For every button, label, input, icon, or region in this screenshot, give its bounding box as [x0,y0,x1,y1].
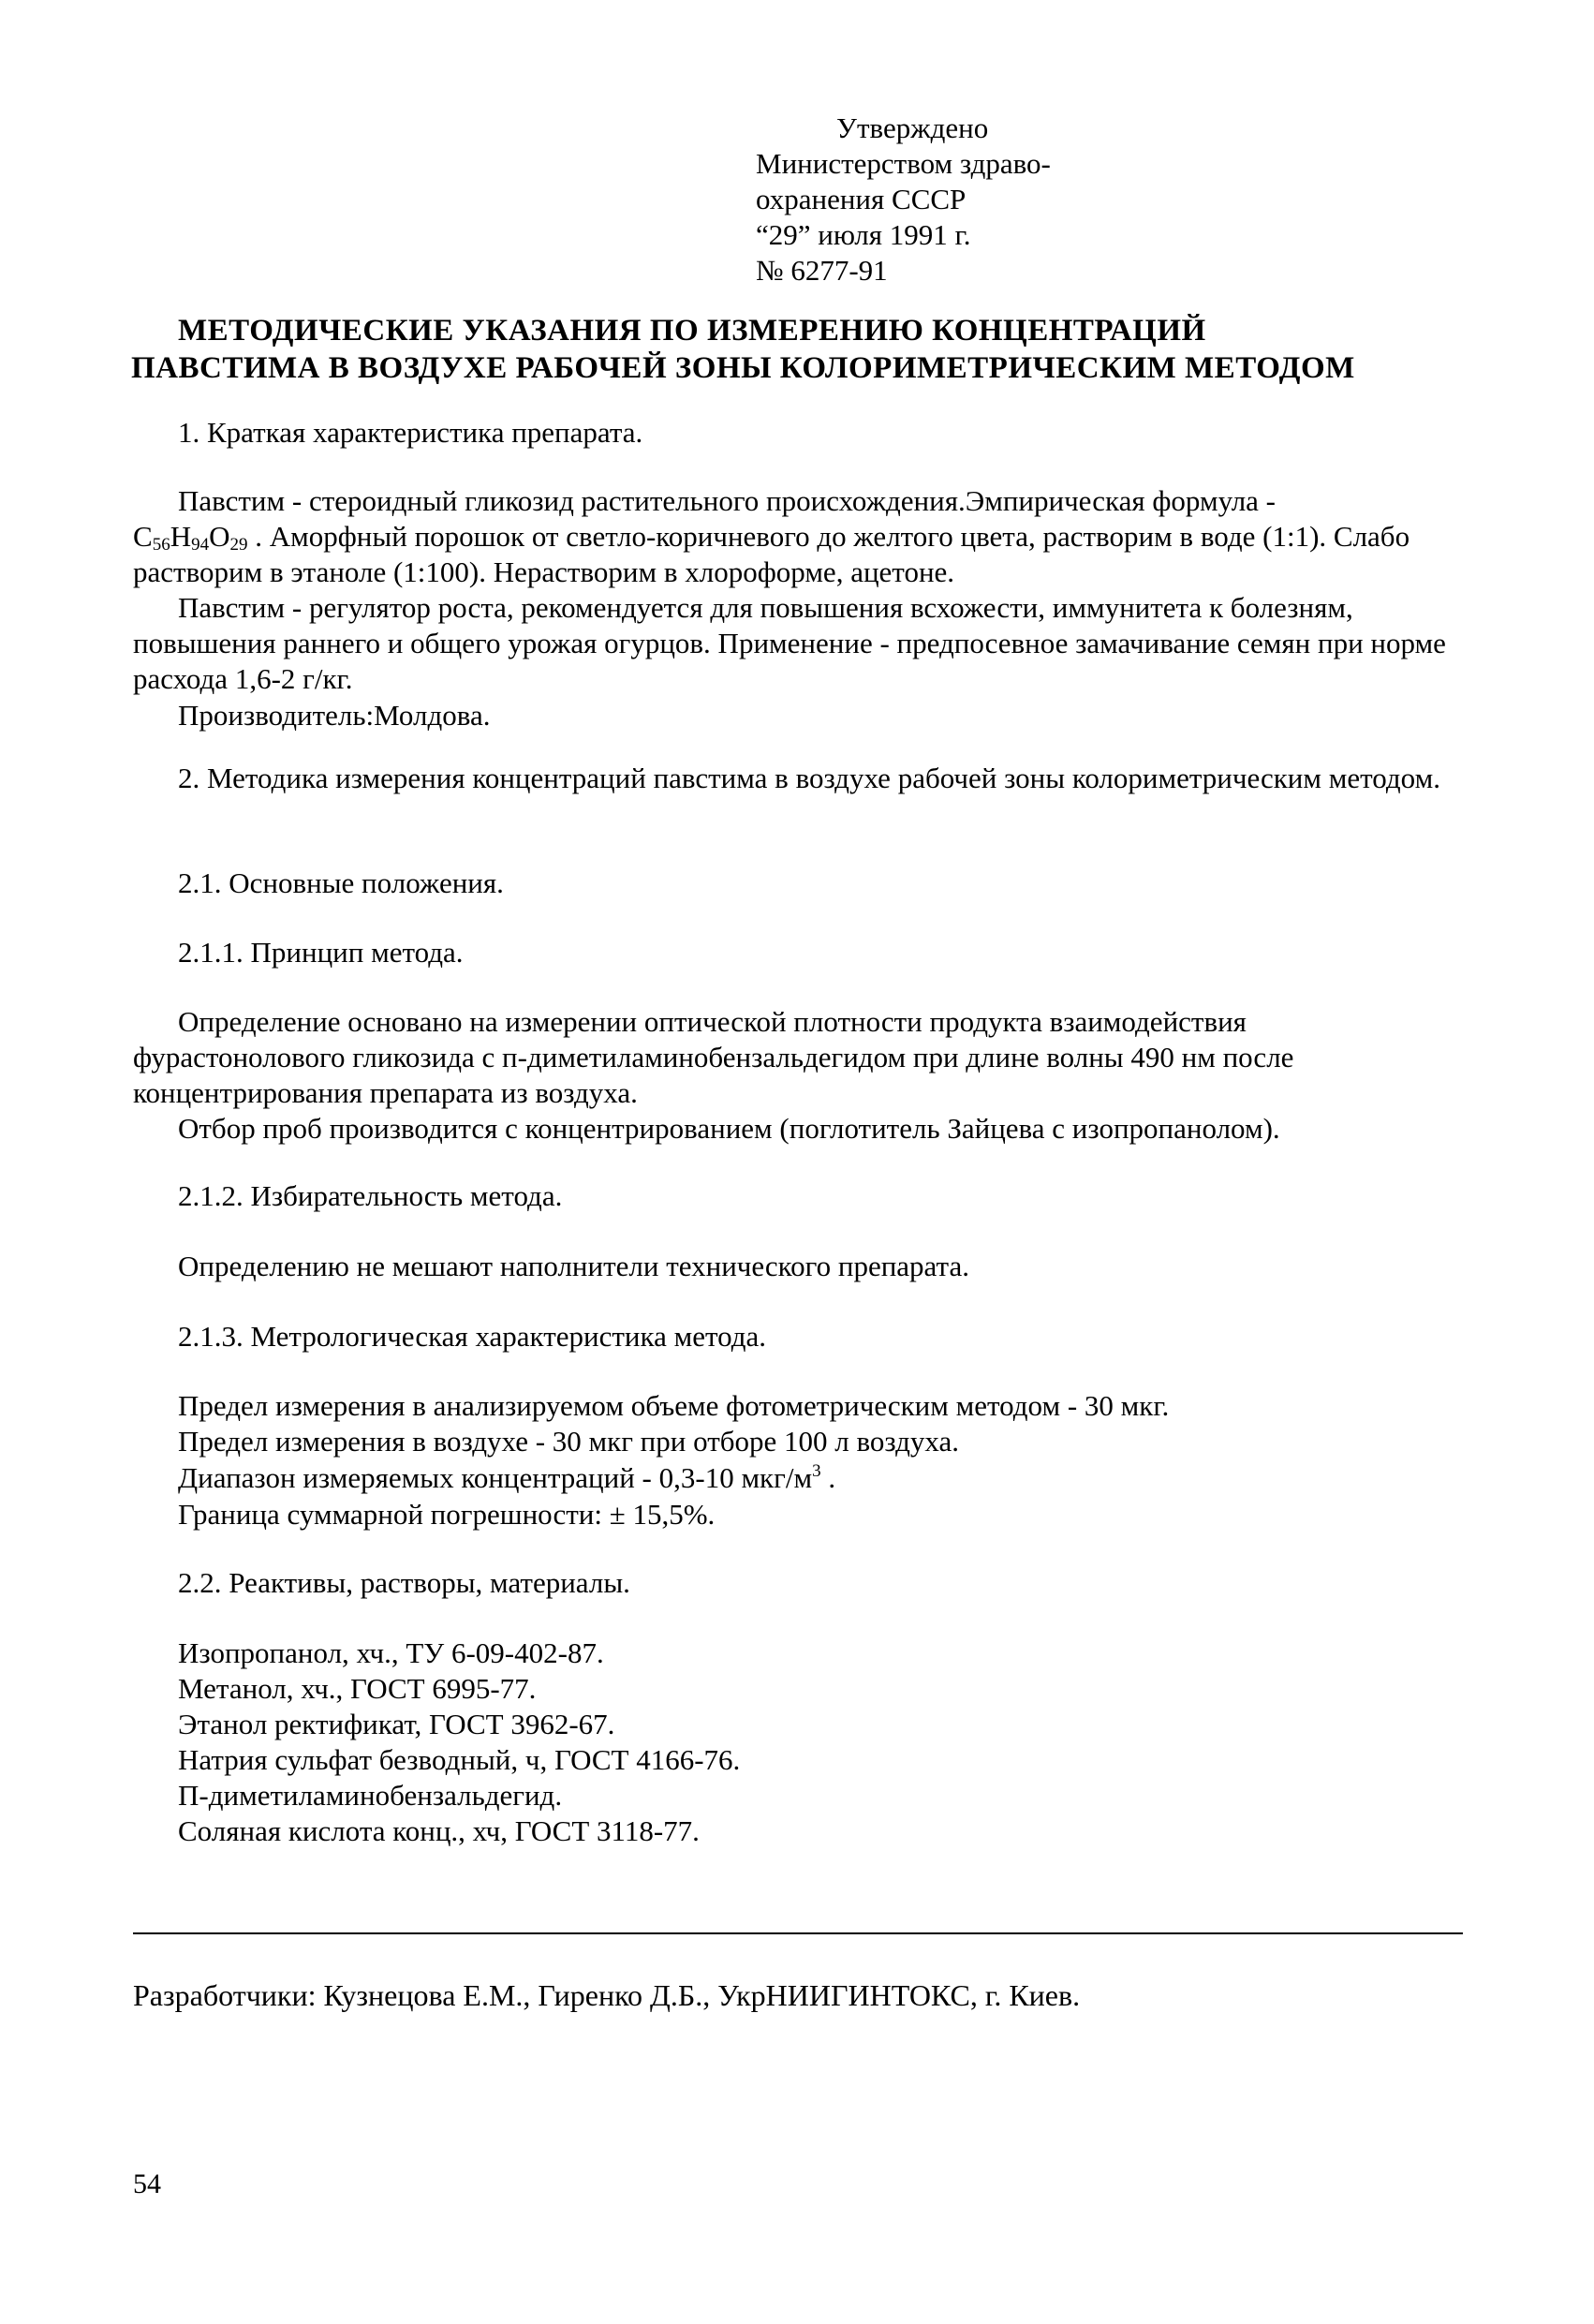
section-2-1-heading: 2.1. Основные положения. [178,866,504,899]
reagent-item: П-диметиламинобензальдегид. [178,1779,563,1812]
title-line: ПАВСТИМА В ВОЗДУХЕ РАБОЧЕЙ ЗОНЫ КОЛОРИМЕТРИЧЕСКИМ МЕТОДОМ [131,351,1355,385]
footer-divider [133,1932,1463,1934]
section-1-para-3: Производитель:Молдова. [178,699,491,732]
section-2-1-1-para-1: Определение основано на измерении оптической плотности продукта взаимодействия фурастонолового гликозида с п-диметиламинобензальдегидом при длине волны 490 нм после концентрирования препарата из воздуха. [133,1005,1294,1109]
reagent-item: Натрия сульфат безводный, ч, ГОСТ 4166-76. [178,1743,741,1776]
section-2-1-1-heading: 2.1.1. Принцип метода. [178,936,464,969]
metrology-range-line [178,1460,835,1496]
para-text: . Аморфный порошок от светло-коричневого до желтого цвета, растворим в воде (1:1). Слабо растворим в этаноле (1:100). Нерастворим в хлороформе, ацетоне. [133,520,1410,588]
approval-line: “29” июля 1991 г. [756,218,971,251]
formula-o-sub: 29 [229,535,248,555]
formula-h: H [170,520,192,553]
approval-line: охранения СССР [756,183,967,215]
formula-h-sub: 94 [191,535,210,555]
reagent-item: Метанол, хч., ГОСТ 6995-77. [178,1672,537,1705]
section-2-heading: 2. Методика измерения концентраций павстима в воздухе рабочей зоны колориметрическим методом. [178,762,1440,794]
section-1-heading: 1. Краткая характеристика препарата. [178,416,643,449]
metrology-line: Предел измерения в воздухе - 30 мкг при отборе 100 л воздуха. [178,1425,959,1458]
formula [133,519,247,555]
section-2-1-2-para: Определению не мешают наполнители технического препарата. [178,1250,969,1282]
metrology-line: Граница суммарной погрешности: ± 15,5%. [178,1498,716,1531]
range-text: Диапазон измеряемых концентраций - 0,3-10 мкг/м [178,1461,813,1494]
section-2-1-1-para-2: Отбор проб производится с концентрированием (поглотитель Зайцева с изопропанолом). [178,1112,1280,1145]
section-1-para-1 [133,483,1463,590]
approval-line: № 6277-91 [756,254,888,287]
developers-note: Разработчики: Кузнецова Е.М., Гиренко Д.Б., УкрНИИГИНТОКС, г. Киев. [133,1978,1081,2012]
approval-line: Утверждено [836,111,989,144]
range-suffix: . [820,1461,836,1494]
title-line: МЕТОДИЧЕСКИЕ УКАЗАНИЯ ПО ИЗМЕРЕНИЮ КОНЦЕНТРАЦИЙ [178,314,1206,348]
reagent-item: Изопропанол, хч., ТУ 6-09-402-87. [178,1636,604,1669]
section-2-2-heading: 2.2. Реактивы, растворы, материалы. [178,1566,630,1599]
metrology-line: Предел измерения в анализируемом объеме фотометрическим методом - 30 мкг. [178,1389,1170,1422]
para-text: Павстим - стероидный гликозид растительного происхождения.Эмпирическая формула - [178,484,1277,517]
document-title [131,312,1355,387]
reagent-item: Соляная кислота конц., хч, ГОСТ 3118-77. [178,1814,700,1847]
section-1-para-2: Павстим - регулятор роста, рекомендуется для повышения всхожести, иммунитета к болезням, повышения раннего и общего урожая огурцов. Применение - предпосевное замачивание семян при норме расхода 1,6-2 г/кг. [133,591,1446,695]
reagent-item: Этанол ректификат, ГОСТ 3962-67. [178,1708,615,1740]
range-sup: 3 [812,1461,821,1481]
formula-c-sub: 56 [152,535,170,555]
section-2-1-2-heading: 2.1.2. Избирательность метода. [178,1179,563,1212]
formula-o: O [209,520,230,553]
page-number: 54 [133,2169,161,2199]
approval-stamp [756,111,1051,289]
approval-line: Министерством здраво- [756,147,1051,180]
section-2-1-3-heading: 2.1.3. Метрологическая характеристика метода. [178,1320,767,1353]
formula-c: C [133,520,153,553]
